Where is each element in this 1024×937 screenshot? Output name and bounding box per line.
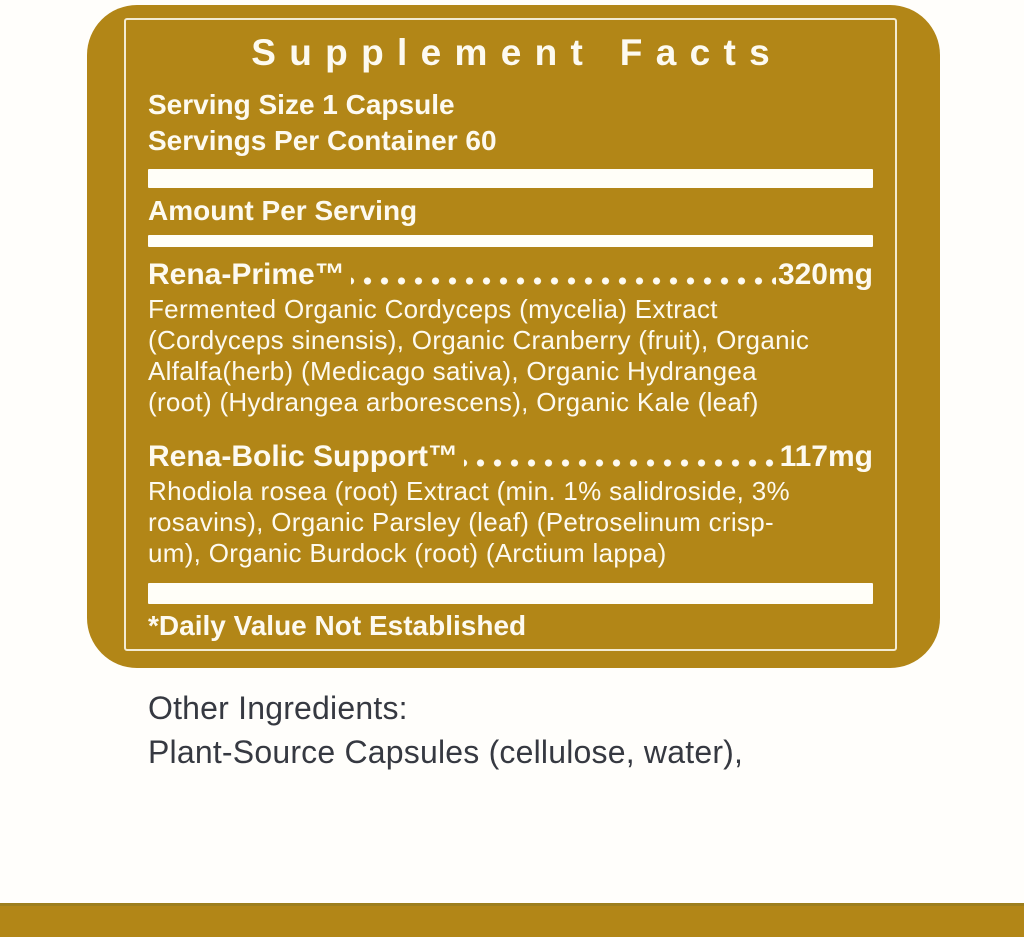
ingredient-name: Rena-Prime™ bbox=[148, 258, 345, 291]
ingredient-rena-prime bbox=[148, 258, 873, 418]
ingredient-description-line: rosavins), Organic Parsley (leaf) (Petroselinum crisp- bbox=[148, 507, 774, 537]
supplement-facts-title: Supplement Facts bbox=[251, 32, 784, 73]
supplement-facts-panel bbox=[87, 5, 940, 668]
ingredient-description bbox=[148, 294, 873, 418]
ingredient-description-line: Alfalfa(herb) (Medicago sativa), Organic Hydrangea bbox=[148, 356, 757, 386]
ingredient-description-line: Fermented Organic Cordyceps (mycelia) Extract bbox=[148, 294, 718, 324]
ingredient-description-line: (Cordyceps sinensis), Organic Cranberry (fruit), Organic bbox=[148, 325, 810, 355]
ingredient-amount: 320mg bbox=[777, 258, 873, 291]
dot-leader bbox=[351, 258, 776, 291]
divider-thick-bottom bbox=[148, 583, 873, 604]
ingredient-description-line: Rhodiola rosea (root) Extract (min. 1% salidroside, 3% bbox=[148, 476, 790, 506]
serving-size-line: Serving Size 1 Capsule bbox=[148, 89, 455, 120]
ingredient-row bbox=[148, 440, 873, 473]
ingredient-description-line: um), Organic Burdock (root) (Arctium lappa) bbox=[148, 538, 667, 568]
other-ingredients-heading: Other Ingredients: bbox=[148, 690, 408, 726]
panel-content bbox=[148, 5, 873, 641]
bottom-gold-stripe bbox=[0, 903, 1024, 937]
daily-value-footnote: *Daily Value Not Established bbox=[148, 610, 527, 641]
divider-thin bbox=[148, 235, 873, 247]
dot-leader bbox=[464, 440, 778, 473]
amount-per-serving-label: Amount Per Serving bbox=[148, 195, 418, 226]
divider-thick-top bbox=[148, 169, 873, 188]
ingredient-row bbox=[148, 258, 873, 291]
ingredient-description bbox=[148, 476, 873, 569]
other-ingredients-text: Plant-Source Capsules (cellulose, water), bbox=[148, 734, 744, 770]
other-ingredients-section bbox=[148, 686, 743, 774]
ingredient-rena-bolic-support bbox=[148, 440, 873, 569]
ingredient-description-line: (root) (Hydrangea arborescens), Organic Kale (leaf) bbox=[148, 387, 759, 417]
ingredient-amount: 117mg bbox=[779, 440, 873, 473]
ingredient-name: Rena-Bolic Support™ bbox=[148, 440, 459, 473]
servings-per-container-line: Servings Per Container 60 bbox=[148, 125, 497, 156]
